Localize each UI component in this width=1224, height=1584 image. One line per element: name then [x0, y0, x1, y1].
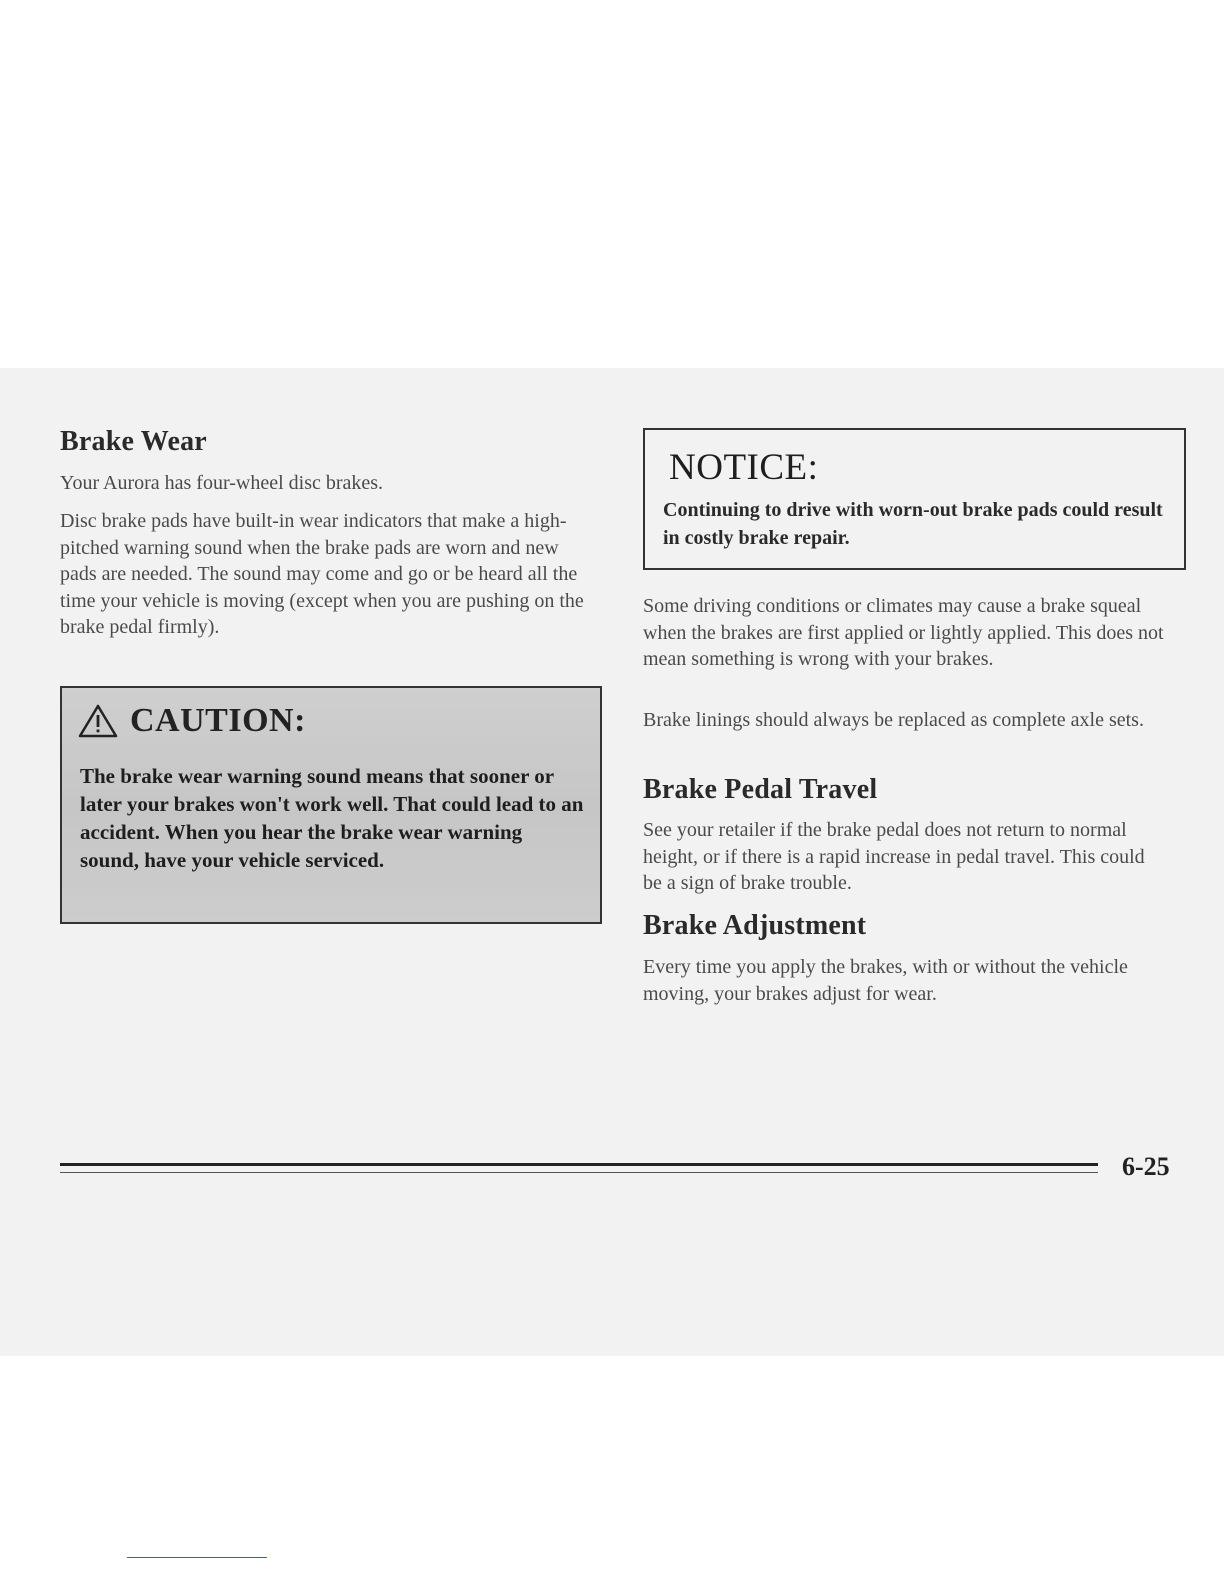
- brake-wear-indicator-paragraph: Disc brake pads have built-in wear indicators that make a high-pitched warning sound when the brake pads are worn and new pads are needed. The sound may come and go or be heard all the time your vehicle is moving (except when you are pushing on the brake pedal firmly).: [60, 510, 584, 638]
- caution-text: The brake wear warning sound means that sooner or later your brakes won't work well. That could lead to an accident. When you hear the brake wear warning sound, have your vehicle serviced.: [80, 764, 584, 872]
- warning-triangle-icon: [78, 704, 118, 738]
- bottom-link-underline: [127, 1557, 267, 1558]
- brake-adjustment-heading: Brake Adjustment: [643, 910, 867, 941]
- brake-pedal-travel-heading: Brake Pedal Travel: [643, 774, 878, 805]
- notice-box: [643, 428, 1186, 570]
- footer-rule-thin: [60, 1172, 1098, 1173]
- brake-wear-heading: Brake Wear: [60, 426, 207, 457]
- caution-box: [60, 686, 602, 924]
- brake-squeal-paragraph: Some driving conditions or climates may cause a brake squeal when the brakes are first applied or lightly applied. This does not mean something is wrong with your brakes.: [643, 595, 1164, 670]
- caution-title: CAUTION:: [130, 702, 306, 739]
- footer-rule: [60, 1163, 1098, 1166]
- brake-wear-intro: Your Aurora has four-wheel disc brakes.: [60, 472, 384, 494]
- brake-pedal-travel-paragraph: See your retailer if the brake pedal does not return to normal height, or if there is a rapid increase in pedal travel. This could be a sign of brake trouble.: [643, 819, 1145, 894]
- brake-linings-paragraph: Brake linings should always be replaced as complete axle sets.: [643, 709, 1144, 731]
- caution-heading: [78, 702, 306, 740]
- notice-text: Continuing to drive with worn-out brake pads could result in costly brake repair.: [663, 499, 1163, 549]
- page-number: 6-25: [1122, 1152, 1170, 1181]
- notice-title: NOTICE:: [669, 447, 819, 488]
- brake-adjustment-paragraph: Every time you apply the brakes, with or without the vehicle moving, your brakes adjust for wear.: [643, 956, 1128, 1005]
